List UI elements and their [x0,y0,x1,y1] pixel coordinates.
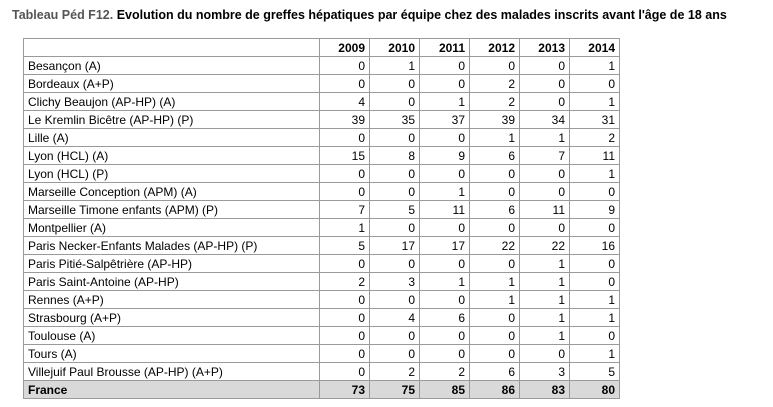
value-cell: 0 [520,183,570,201]
table-row [24,327,620,345]
value-cell: 0 [420,57,470,75]
value-cell: 1 [520,255,570,273]
value-cell: 17 [420,237,470,255]
value-cell: 0 [470,183,520,201]
value-cell: 17 [370,237,420,255]
value-cell: 0 [320,345,370,363]
value-cell: 1 [570,165,620,183]
table-row [24,75,620,93]
value-cell: 6 [470,147,520,165]
value-cell: 0 [470,327,520,345]
year-header: 2010 [370,39,420,57]
value-cell: 0 [370,129,420,147]
value-cell: 3 [370,273,420,291]
team-name-cell: Marseille Timone enfants (APM) (P) [24,201,320,219]
value-cell: 0 [370,345,420,363]
value-cell: 4 [320,93,370,111]
value-cell: 0 [570,327,620,345]
value-cell: 0 [470,57,520,75]
value-cell: 0 [570,219,620,237]
value-cell: 0 [520,93,570,111]
value-cell: 11 [420,201,470,219]
value-cell: 22 [520,237,570,255]
table-caption: Evolution du nombre de greffes hépatiques par équipe chez des malades inscrits avant l'âge de 18 ans [116,8,727,22]
year-header: 2013 [520,39,570,57]
table-row [24,273,620,291]
value-cell: 1 [320,219,370,237]
value-cell: 0 [420,345,470,363]
year-header: 2014 [570,39,620,57]
team-name-cell: Marseille Conception (APM) (A) [24,183,320,201]
value-cell: 0 [520,57,570,75]
total-value-cell: 83 [520,381,570,399]
value-cell: 1 [420,183,470,201]
value-cell: 1 [520,309,570,327]
value-cell: 0 [320,165,370,183]
team-name-cell: Paris Pitié-Salpêtrière (AP-HP) [24,255,320,273]
team-name-cell: Rennes (A+P) [24,291,320,309]
header-row [24,39,620,57]
value-cell: 0 [570,183,620,201]
table-row [24,345,620,363]
total-row [24,381,620,399]
value-cell: 6 [470,201,520,219]
value-cell: 0 [320,57,370,75]
total-value-cell: 73 [320,381,370,399]
value-cell: 0 [370,93,420,111]
value-cell: 1 [520,327,570,345]
value-cell: 0 [470,345,520,363]
value-cell: 0 [520,219,570,237]
value-cell: 0 [570,255,620,273]
team-name-cell: Bordeaux (A+P) [24,75,320,93]
value-cell: 8 [370,147,420,165]
table-row [24,129,620,147]
total-label: France [24,381,320,399]
table-row [24,111,620,129]
value-cell: 3 [520,363,570,381]
value-cell: 0 [370,291,420,309]
value-cell: 15 [320,147,370,165]
team-name-cell: Toulouse (A) [24,327,320,345]
team-name-cell: Tours (A) [24,345,320,363]
year-header: 2009 [320,39,370,57]
value-cell: 1 [520,129,570,147]
value-cell: 0 [470,165,520,183]
value-cell: 37 [420,111,470,129]
team-name-cell: Lyon (HCL) (A) [24,147,320,165]
value-cell: 5 [320,237,370,255]
value-cell: 9 [570,201,620,219]
value-cell: 0 [420,165,470,183]
table-row [24,219,620,237]
value-cell: 6 [470,363,520,381]
team-name-cell: Villejuif Paul Brousse (AP-HP) (A+P) [24,363,320,381]
team-name-cell: Lyon (HCL) (P) [24,165,320,183]
value-cell: 0 [420,75,470,93]
value-cell: 0 [520,75,570,93]
value-cell: 0 [320,309,370,327]
table-row [24,237,620,255]
table-row [24,165,620,183]
value-cell: 11 [520,201,570,219]
value-cell: 0 [370,219,420,237]
value-cell: 2 [420,363,470,381]
value-cell: 0 [320,291,370,309]
team-name-cell: Lille (A) [24,129,320,147]
value-cell: 2 [370,363,420,381]
value-cell: 1 [470,129,520,147]
value-cell: 39 [470,111,520,129]
table-number: Tableau Péd F12. [12,8,114,22]
value-cell: 1 [520,273,570,291]
table-row [24,183,620,201]
value-cell: 0 [370,255,420,273]
total-value-cell: 75 [370,381,420,399]
team-name-cell: Strasbourg (A+P) [24,309,320,327]
value-cell: 31 [570,111,620,129]
team-name-cell: Besançon (A) [24,57,320,75]
value-cell: 7 [320,201,370,219]
value-cell: 7 [520,147,570,165]
value-cell: 0 [320,255,370,273]
value-cell: 39 [320,111,370,129]
value-cell: 0 [420,255,470,273]
value-cell: 0 [420,327,470,345]
value-cell: 0 [470,219,520,237]
team-name-cell: Paris Saint-Antoine (AP-HP) [24,273,320,291]
value-cell: 1 [470,273,520,291]
value-cell: 0 [570,273,620,291]
value-cell: 22 [470,237,520,255]
value-cell: 0 [320,129,370,147]
team-name-cell: Clichy Beaujon (AP-HP) (A) [24,93,320,111]
value-cell: 0 [370,327,420,345]
value-cell: 1 [470,291,520,309]
value-cell: 0 [320,183,370,201]
value-cell: 1 [570,291,620,309]
value-cell: 2 [570,129,620,147]
value-cell: 35 [370,111,420,129]
team-name-cell: Le Kremlin Bicêtre (AP-HP) (P) [24,111,320,129]
value-cell: 1 [520,291,570,309]
table-row [24,147,620,165]
value-cell: 5 [370,201,420,219]
total-value-cell: 86 [470,381,520,399]
value-cell: 1 [570,345,620,363]
value-cell: 6 [420,309,470,327]
value-cell: 0 [370,165,420,183]
value-cell: 0 [370,75,420,93]
table-row [24,93,620,111]
table-row [24,309,620,327]
table-row [24,363,620,381]
header-corner-cell [24,39,320,57]
value-cell: 1 [420,93,470,111]
value-cell: 2 [470,93,520,111]
value-cell: 0 [420,129,470,147]
value-cell: 9 [420,147,470,165]
team-name-cell: Paris Necker-Enfants Malades (AP-HP) (P) [24,237,320,255]
value-cell: 1 [420,273,470,291]
team-name-cell: Montpellier (A) [24,219,320,237]
value-cell: 0 [320,363,370,381]
table-row [24,201,620,219]
value-cell: 1 [570,57,620,75]
year-header: 2012 [470,39,520,57]
table-row [24,291,620,309]
value-cell: 0 [320,327,370,345]
value-cell: 11 [570,147,620,165]
value-cell: 0 [520,165,570,183]
value-cell: 0 [470,309,520,327]
value-cell: 2 [320,273,370,291]
table-title [12,8,727,22]
value-cell: 34 [520,111,570,129]
value-cell: 2 [470,75,520,93]
value-cell: 1 [570,93,620,111]
total-value-cell: 85 [420,381,470,399]
value-cell: 0 [370,183,420,201]
value-cell: 0 [420,291,470,309]
value-cell: 0 [520,345,570,363]
year-header: 2011 [420,39,470,57]
total-value-cell: 80 [570,381,620,399]
value-cell: 0 [320,75,370,93]
transplant-table [23,38,620,399]
value-cell: 0 [570,75,620,93]
value-cell: 5 [570,363,620,381]
table-row [24,255,620,273]
value-cell: 0 [420,219,470,237]
value-cell: 4 [370,309,420,327]
value-cell: 1 [570,309,620,327]
value-cell: 0 [470,255,520,273]
value-cell: 16 [570,237,620,255]
table-row [24,57,620,75]
value-cell: 1 [370,57,420,75]
